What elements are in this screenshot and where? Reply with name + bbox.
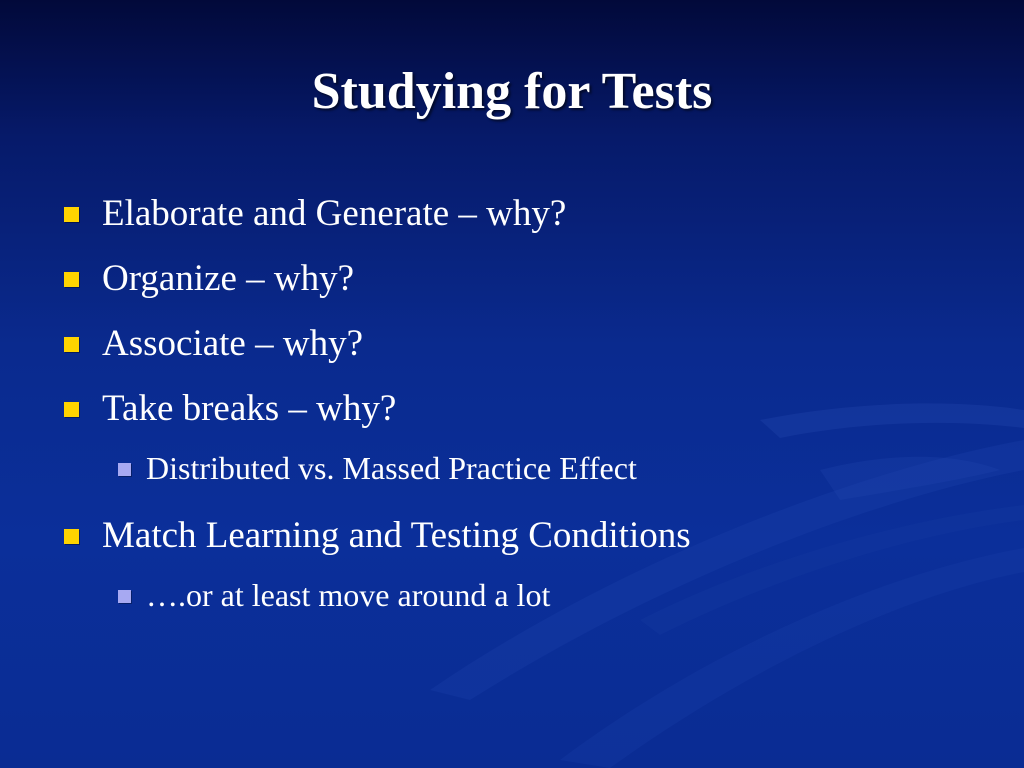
square-bullet-icon [64, 529, 79, 544]
sub-list-item-text: Distributed vs. Massed Practice Effect [146, 450, 637, 486]
list-item-text: Associate – why? [102, 323, 363, 364]
square-bullet-icon [64, 402, 79, 417]
list-item-text: Take breaks – why? [102, 388, 397, 429]
list-item-text: Organize – why? [102, 258, 355, 299]
slide-title: Studying for Tests [311, 63, 713, 120]
square-bullet-icon [64, 207, 79, 222]
bullet-list [62, 188, 992, 635]
small-square-bullet-icon [118, 463, 131, 476]
list-item [62, 253, 992, 318]
list-item [62, 188, 992, 253]
small-square-bullet-icon [118, 590, 131, 603]
list-item-text: Match Learning and Testing Conditions [102, 515, 691, 556]
sub-list-item [62, 448, 992, 510]
list-item [62, 510, 992, 575]
list-item-text: Elaborate and Generate – why? [102, 193, 567, 234]
list-item [62, 383, 992, 448]
sub-list-item [62, 575, 992, 635]
square-bullet-icon [64, 337, 79, 352]
list-item [62, 318, 992, 383]
square-bullet-icon [64, 272, 79, 287]
sub-list-item-text: ….or at least move around a lot [146, 577, 551, 613]
